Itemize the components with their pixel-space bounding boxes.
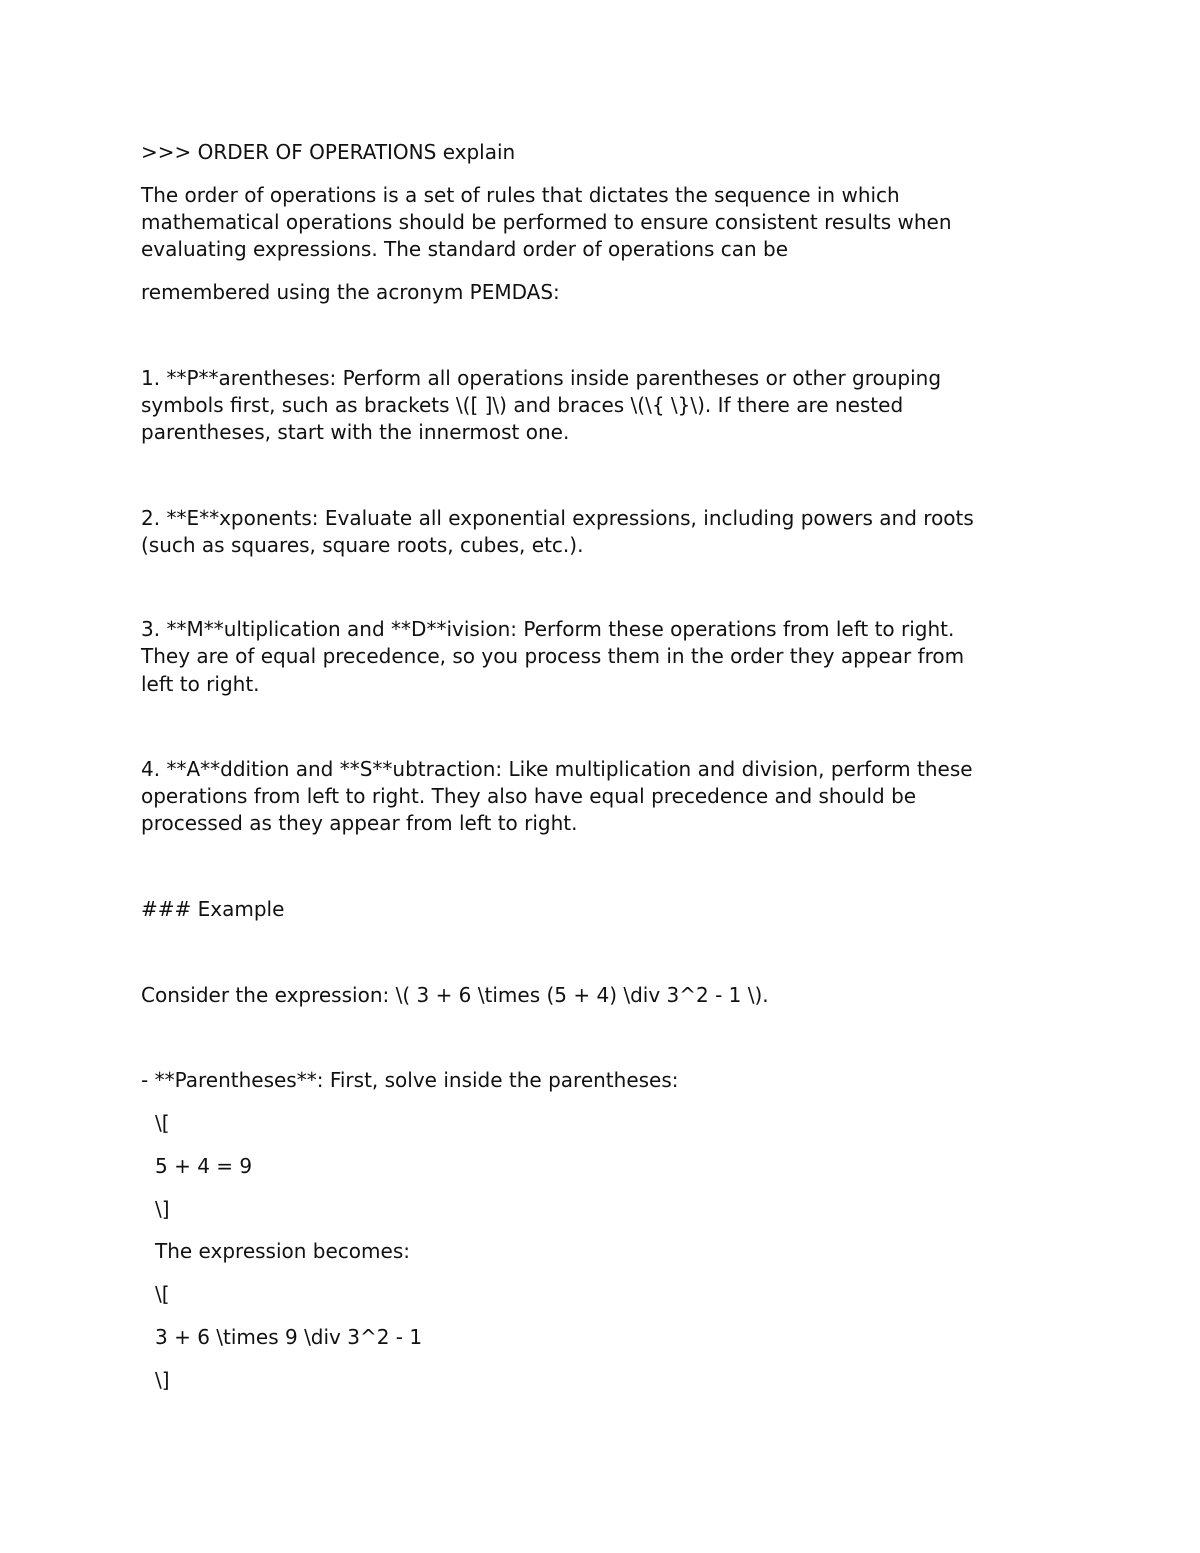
list-item-parentheses: 1. **P**arentheses: Perform all operations inside parentheses or other grouping bbox=[141, 366, 942, 390]
math-expression: 3 + 6 \times 9 \div 3^2 - 1 bbox=[155, 1325, 423, 1349]
math-close: \] bbox=[155, 1368, 170, 1392]
list-item-parentheses: symbols first, such as brackets \([ ]\) and braces \(\{ \}\). If there are nested bbox=[141, 393, 904, 417]
math-expression: 5 + 4 = 9 bbox=[155, 1154, 253, 1178]
list-item-addition-subtraction: operations from left to right. They also have equal precedence and should be bbox=[141, 784, 917, 808]
list-item-multiplication-division: left to right. bbox=[141, 672, 260, 696]
list-item-addition-subtraction: processed as they appear from left to right. bbox=[141, 811, 578, 835]
intro-line: mathematical operations should be performed to ensure consistent results when bbox=[141, 210, 952, 234]
example-heading: ### Example bbox=[141, 897, 285, 921]
list-item-exponents: (such as squares, square roots, cubes, etc.). bbox=[141, 533, 584, 557]
intro-line: remembered using the acronym PEMDAS: bbox=[141, 280, 560, 304]
math-close: \] bbox=[155, 1197, 170, 1221]
step-title: - **Parentheses**: First, solve inside the parentheses: bbox=[141, 1068, 679, 1092]
list-item-exponents: 2. **E**xponents: Evaluate all exponential expressions, including powers and roots bbox=[141, 506, 974, 530]
step-note: The expression becomes: bbox=[155, 1239, 410, 1263]
intro-line: evaluating expressions. The standard order of operations can be bbox=[141, 237, 789, 261]
math-open: \[ bbox=[155, 1282, 170, 1306]
list-item-multiplication-division: They are of equal precedence, so you process them in the order they appear from bbox=[141, 644, 965, 668]
example-intro: Consider the expression: \( 3 + 6 \times (5 + 4) \div 3^2 - 1 \). bbox=[141, 983, 769, 1007]
list-item-multiplication-division: 3. **M**ultiplication and **D**ivision: Perform these operations from left to right. bbox=[141, 617, 955, 641]
intro-line: The order of operations is a set of rules that dictates the sequence in which bbox=[141, 183, 900, 207]
list-item-parentheses: parentheses, start with the innermost one. bbox=[141, 420, 570, 444]
list-item-addition-subtraction: 4. **A**ddition and **S**ubtraction: Like multiplication and division, perform these bbox=[141, 757, 973, 781]
math-open: \[ bbox=[155, 1111, 170, 1135]
document-heading: >>> ORDER OF OPERATIONS explain bbox=[141, 140, 516, 164]
